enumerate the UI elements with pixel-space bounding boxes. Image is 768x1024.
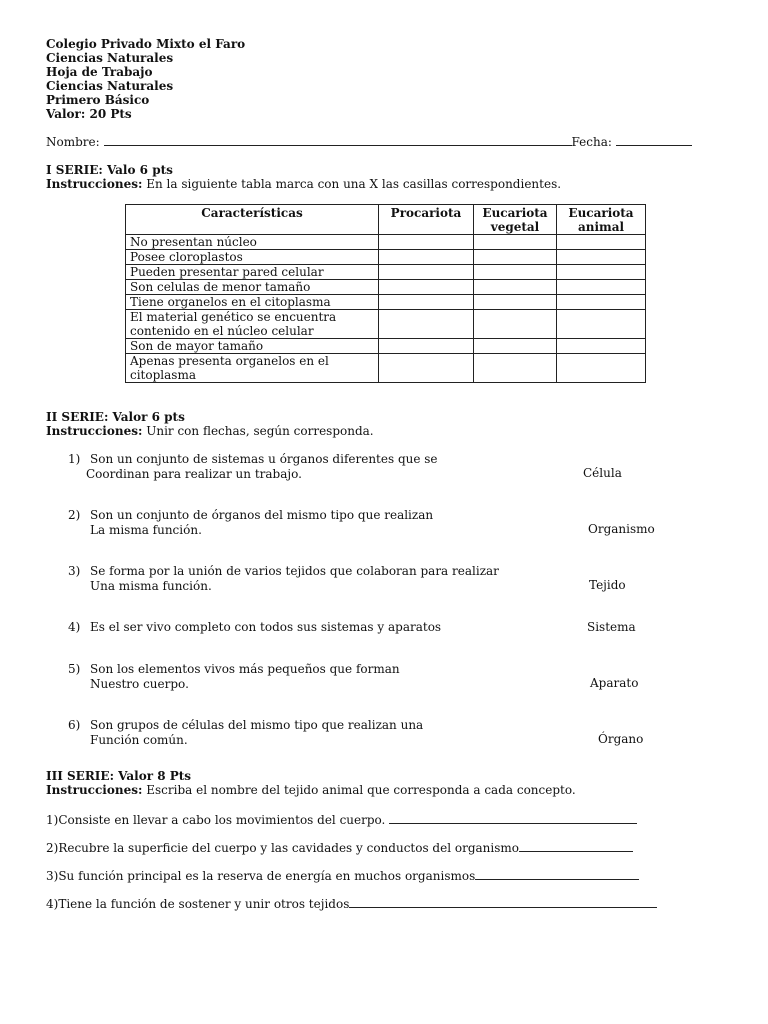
check-cell[interactable] — [379, 295, 474, 310]
question-text: 3)Su función principal es la reserva de energía en muchos organismos — [46, 869, 476, 883]
check-cell[interactable] — [474, 265, 557, 280]
check-cell[interactable] — [474, 295, 557, 310]
serie1-title: I SERIE: Valo 6 pts — [46, 163, 173, 177]
header-line: Primero Básico — [46, 93, 150, 107]
check-cell[interactable] — [474, 310, 557, 339]
matching-answer[interactable]: Órgano — [598, 732, 644, 746]
check-cell[interactable] — [557, 310, 646, 339]
row-label-line: citoplasma — [130, 368, 196, 382]
item-line: Nuestro cuerpo. — [90, 677, 189, 691]
date-field[interactable] — [616, 134, 692, 146]
name-label: Nombre: — [46, 135, 100, 149]
question-text: 4)Tiene la función de sostener y unir otros tejidos — [46, 897, 350, 911]
row-label: Pueden presentar pared celular — [126, 265, 379, 280]
date-label: Fecha: — [571, 135, 612, 149]
table-row — [126, 339, 646, 354]
table-row — [126, 295, 646, 310]
item-line: Coordinan para realizar un trabajo. — [86, 467, 302, 481]
header-line: Valor: 20 Pts — [46, 107, 132, 121]
instructions-text: En la siguiente tabla marca con una X las casillas correspondientes. — [146, 177, 562, 191]
col-procariota: Procariota — [379, 205, 474, 235]
name-field[interactable] — [104, 134, 572, 146]
item-line: Son un conjunto de sistemas u órganos diferentes que se — [90, 452, 438, 466]
check-cell[interactable] — [379, 265, 474, 280]
item-line: Se forma por la unión de varios tejidos que colaboran para realizar — [90, 564, 499, 578]
matching-item — [68, 718, 423, 748]
col-caracteristicas: Características — [126, 205, 379, 235]
col-eucariota-animal: Eucariota animal — [557, 205, 646, 235]
table-row — [126, 265, 646, 280]
matching-answer[interactable]: Sistema — [587, 620, 636, 634]
item-number: 2) — [68, 508, 81, 522]
table-row — [126, 310, 646, 339]
item-line: Función común. — [90, 733, 188, 747]
matching-answer[interactable]: Organismo — [588, 522, 655, 536]
answer-field[interactable] — [349, 896, 657, 908]
serie3-instructions — [46, 783, 576, 797]
row-label-line: Apenas presenta organelos en el — [130, 354, 329, 368]
item-line: Son grupos de células del mismo tipo que realizan una — [90, 718, 424, 732]
row-label: Tiene organelos en el citoplasma — [126, 295, 379, 310]
matching-item — [68, 620, 441, 635]
item-line: Es el ser vivo completo con todos sus sistemas y aparatos — [90, 620, 442, 634]
item-line: Una misma función. — [90, 579, 212, 593]
row-label: Son de mayor tamaño — [126, 339, 379, 354]
row-label — [126, 354, 379, 383]
instructions-text: Unir con flechas, según corresponda. — [146, 424, 374, 438]
item-number: 5) — [68, 662, 81, 676]
row-label — [126, 310, 379, 339]
check-cell[interactable] — [557, 280, 646, 295]
col-eucariota-vegetal: Eucariota vegetal — [474, 205, 557, 235]
instructions-label: Instrucciones: — [46, 424, 143, 438]
question-row — [46, 896, 657, 911]
matching-answer[interactable]: Aparato — [590, 676, 639, 690]
table-row — [126, 250, 646, 265]
check-cell[interactable] — [557, 235, 646, 250]
matching-answer[interactable]: Tejido — [589, 578, 626, 592]
matching-item — [68, 662, 400, 692]
answer-field[interactable] — [519, 840, 633, 852]
serie2-instructions — [46, 424, 374, 438]
row-label: Posee cloroplastos — [126, 250, 379, 265]
question-row — [46, 840, 633, 855]
check-cell[interactable] — [557, 265, 646, 280]
item-number: 6) — [68, 718, 81, 732]
serie1-instructions — [46, 177, 561, 191]
question-text: 1)Consiste en llevar a cabo los movimientos del cuerpo. — [46, 813, 386, 827]
matching-answer[interactable]: Célula — [583, 466, 622, 480]
item-number: 4) — [68, 620, 81, 634]
row-label-line: contenido en el núcleo celular — [130, 324, 314, 338]
check-cell[interactable] — [474, 354, 557, 383]
question-text: 2)Recubre la superficie del cuerpo y las cavidades y conductos del organismo — [46, 841, 519, 855]
matching-item — [68, 452, 438, 482]
matching-item — [68, 508, 433, 538]
instructions-label: Instrucciones: — [46, 783, 143, 797]
check-cell[interactable] — [557, 295, 646, 310]
check-cell[interactable] — [474, 250, 557, 265]
check-cell[interactable] — [474, 339, 557, 354]
cell-types-table — [125, 204, 646, 383]
check-cell[interactable] — [557, 339, 646, 354]
row-label-line: El material genético se encuentra — [130, 310, 337, 324]
check-cell[interactable] — [379, 354, 474, 383]
row-label: No presentan núcleo — [126, 235, 379, 250]
school-header — [46, 37, 245, 121]
header-line: Ciencias Naturales — [46, 51, 174, 65]
serie2-title: II SERIE: Valor 6 pts — [46, 410, 185, 424]
check-cell[interactable] — [379, 235, 474, 250]
check-cell[interactable] — [474, 280, 557, 295]
check-cell[interactable] — [379, 339, 474, 354]
table-row — [126, 235, 646, 250]
instructions-text: Escriba el nombre del tejido animal que corresponda a cada concepto. — [146, 783, 576, 797]
row-label: Son celulas de menor tamaño — [126, 280, 379, 295]
answer-field[interactable] — [475, 868, 639, 880]
table-header-row — [126, 205, 646, 235]
header-line: Colegio Privado Mixto el Faro — [46, 37, 246, 51]
table-row — [126, 354, 646, 383]
item-line: La misma función. — [90, 523, 202, 537]
check-cell[interactable] — [557, 250, 646, 265]
question-row — [46, 868, 639, 883]
table-row — [126, 280, 646, 295]
question-row — [46, 812, 637, 827]
header-line: Ciencias Naturales — [46, 79, 174, 93]
header-line: Hoja de Trabajo — [46, 65, 153, 79]
check-cell[interactable] — [557, 354, 646, 383]
answer-field[interactable] — [389, 812, 637, 824]
check-cell[interactable] — [379, 280, 474, 295]
item-line: Son un conjunto de órganos del mismo tipo que realizan — [90, 508, 434, 522]
check-cell[interactable] — [379, 310, 474, 339]
item-line: Son los elementos vivos más pequeños que forman — [90, 662, 400, 676]
serie3-title: III SERIE: Valor 8 Pts — [46, 769, 192, 783]
instructions-label: Instrucciones: — [46, 177, 143, 191]
name-date-row — [46, 134, 692, 149]
item-number: 1) — [68, 452, 81, 466]
matching-item — [68, 564, 499, 594]
check-cell[interactable] — [379, 250, 474, 265]
item-number: 3) — [68, 564, 81, 578]
check-cell[interactable] — [474, 235, 557, 250]
